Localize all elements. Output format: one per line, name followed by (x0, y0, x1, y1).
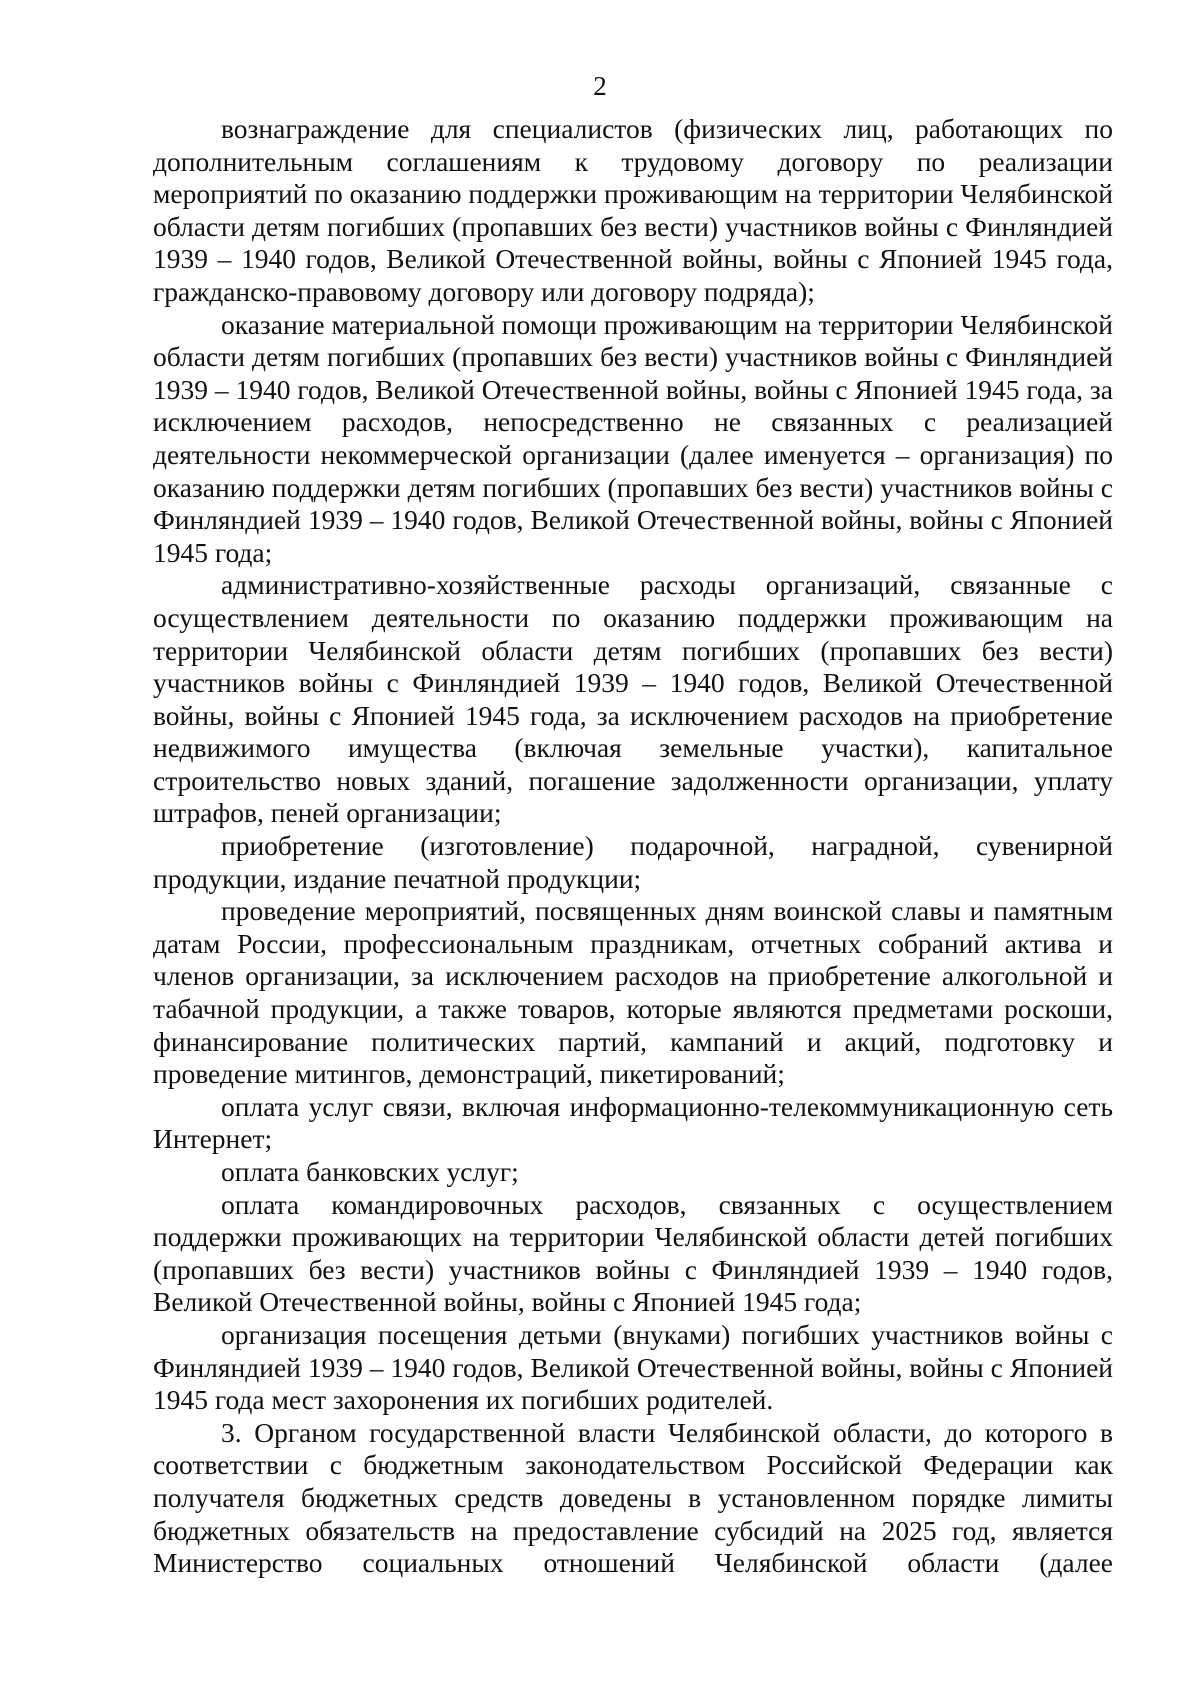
document-body (153, 113, 1113, 1580)
paragraph-burial-site-visits: организация посещения детьми (внуками) погибших участников войны с Финляндией 1939 – 1940 годов, Великой Отечественной войны, войны с Японией 1945 года мест захоронения их погибших родителей. (153, 1318, 1113, 1416)
page-number: 2 (593, 71, 607, 101)
paragraph-material-assistance: оказание материальной помощи проживающим на территории Челябинской области детям погибших (пропавших без вести) участников войны с Финляндией 1939 – 1940 годов, Великой Отечественной войны, войны с Японией 1945 года, за исключением расходов, непосредственно не связанных с реализацией деятельности некоммерческой организации (далее именуется – организация) по оказанию поддержки детям погибших (пропавших без вести) участников войны с Финляндией 1939 – 1940 годов, Великой Отечественной войны, войны с Японией 1945 года; (153, 308, 1113, 568)
paragraph-section-3: 3. Органом государственной власти Челябинской области, до которого в соответствии с бюджетным законодательством Российской Федерации как получателя бюджетных средств доведены в установленном порядке лимиты бюджетных обязательств на предоставление субсидий на 2025 год, является Министерство социальных отношений Челябинской области (далее (153, 1416, 1113, 1579)
paragraph-specialist-remuneration: вознаграждение для специалистов (физических лиц, работающих по дополнительным соглашениям к трудовому договору по реализации мероприятий по оказанию поддержки проживающим на территории Челябинской области детям погибших (пропавших без вести) участников войны с Финляндией 1939 – 1940 годов, Великой Отечественной войны, войны с Японией 1945 года, гражданско-правовому договору или договору подряда); (153, 113, 1114, 307)
paragraph-travel-expenses: оплата командировочных расходов, связанных с осуществлением поддержки проживающих на территории Челябинской области детей погибших (пропавших без вести) участников войны с Финляндией 1939 – 1940 годов, Великой Отечественной войны, войны с Японией 1945 года; (153, 1188, 1113, 1318)
paragraph-communication-services: оплата услуг связи, включая информационно-телекоммуникационную сеть Интернет; (153, 1090, 1113, 1155)
paragraph-administrative-expenses: административно-хозяйственные расходы организаций, связанные с осуществлением деятельности по оказанию поддержки проживающим на территории Челябинской области детям погибших (пропавших без вести) участников войны с Финляндией 1939 – 1940 годов, Великой Отечественной войны, войны с Японией 1945 года, за исключением расходов на приобретение недвижимого имущества (включая земельные участки), капитальное строительство новых зданий, погашение задолженности организации, уплату штрафов, пеней организации; (153, 569, 1113, 829)
paragraph-banking-services: оплата банковских услуг; (221, 1156, 519, 1187)
paragraph-gift-products: приобретение (изготовление) подарочной, наградной, сувенирной продукции, издание печатной продукции; (153, 830, 1113, 894)
paragraph-events: проведение мероприятий, посвященных дням воинской славы и памятным датам России, профессиональным праздникам, отчетных собраний актива и членов организации, за исключением расходов на приобретение алкогольной и табачной продукции, а также товаров, которые являются предметами роскоши, финансирование политических партий, кампаний и акций, подготовку и проведение митингов, демонстраций, пикетирований; (153, 895, 1113, 1090)
